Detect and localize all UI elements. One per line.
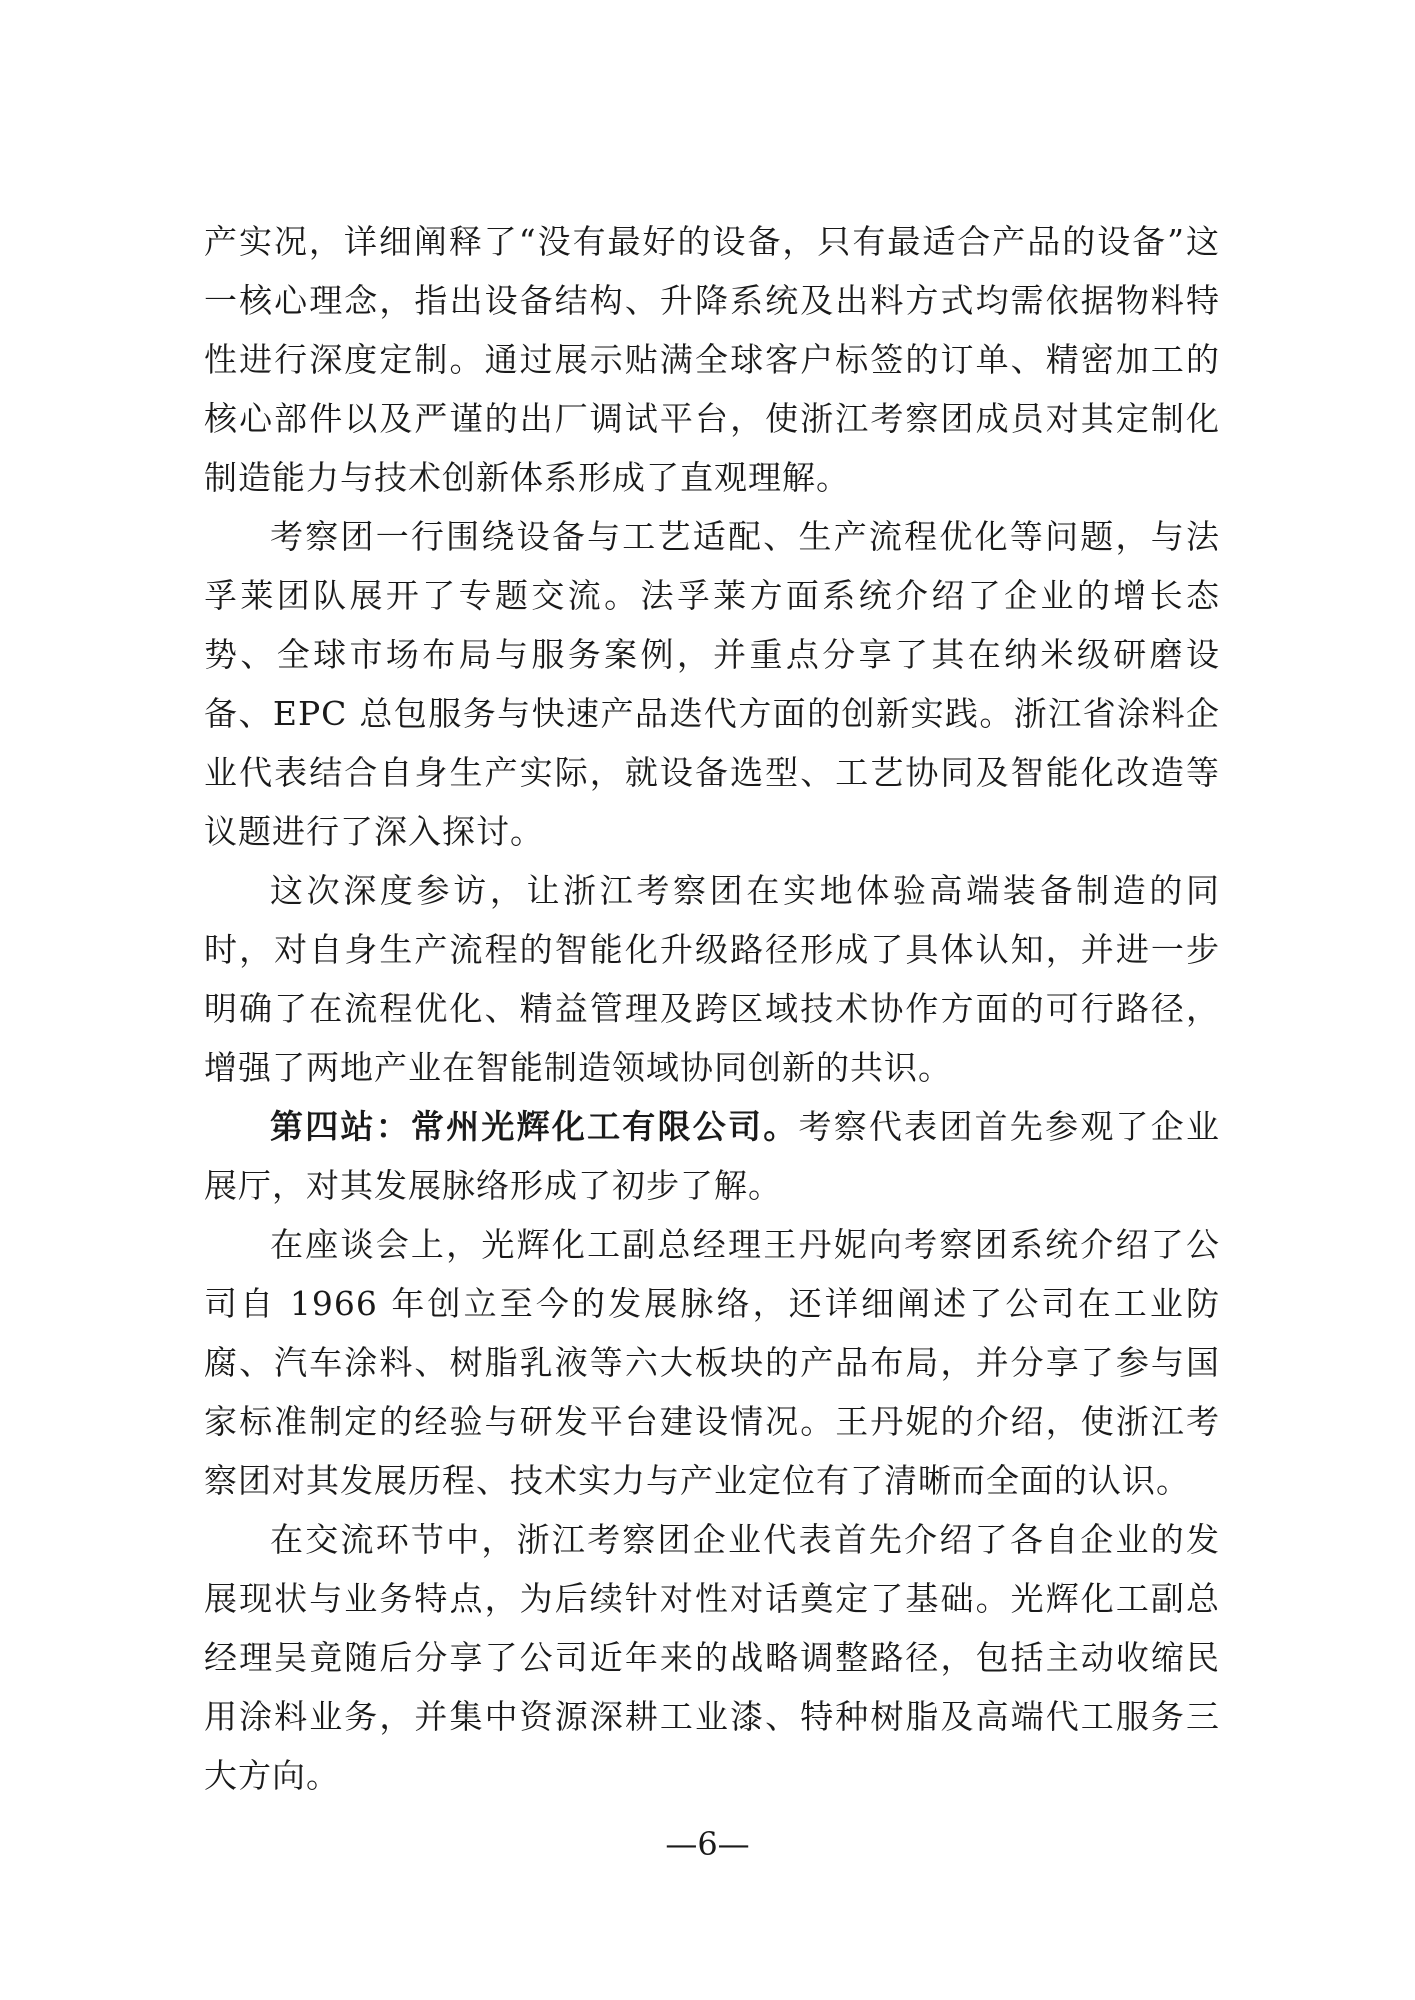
- section-heading: 第四站：常州光辉化工有限公司。: [270, 1107, 799, 1146]
- paragraph-1: [204, 212, 1220, 507]
- page-number: —6—: [665, 1825, 750, 1863]
- paragraph-text: 考察代表团首先参观了企业展厅，对其发展脉络形成了初步了解。: [204, 1107, 1221, 1205]
- body-text: [204, 212, 1220, 1805]
- paragraph-6: [204, 1510, 1220, 1805]
- paragraph-4: [204, 1097, 1220, 1215]
- paragraph-3: [204, 861, 1220, 1097]
- paragraph-text: 产实况，详细阐释了“没有最好的设备，只有最适合产品的设备”这一核心理念，指出设备结构、升降系统及出料方式均需依据物料特性进行深度定制。通过展示贴满全球客户标签的订单、精密加工的核心部件以及严谨的出厂调试平台，使浙江考察团成员对其定制化制造能力与技术创新体系形成了直观理解。: [204, 222, 1220, 497]
- paragraph-text: 考察团一行围绕设备与工艺适配、生产流程优化等问题，与法孚莱团队展开了专题交流。法孚莱方面系统介绍了企业的增长态势、全球市场布局与服务案例，并重点分享了其在纳米级研磨设备、EPC 总包服务与快速产品迭代方面的创新实践。浙江省涂料企业代表结合自身生产实际，就设备选型、工艺协同及智能化改造等议题进行了深入探讨。: [204, 517, 1220, 851]
- paragraph-2: [204, 507, 1220, 861]
- paragraph-text: 在座谈会上，光辉化工副总经理王丹妮向考察团系统介绍了公司自 1966 年创立至今的发展脉络，还详细阐述了公司在工业防腐、汽车涂料、树脂乳液等六大板块的产品布局，并分享了参与国家标准制定的经验与研发平台建设情况。王丹妮的介绍，使浙江考察团对其发展历程、技术实力与产业定位有了清晰而全面的认识。: [204, 1225, 1220, 1500]
- paragraph-5: [204, 1215, 1220, 1510]
- paragraph-text: 在交流环节中，浙江考察团企业代表首先介绍了各自企业的发展现状与业务特点，为后续针对性对话奠定了基础。光辉化工副总经理吴竟随后分享了公司近年来的战略调整路径，包括主动收缩民用涂料业务，并集中资源深耕工业漆、特种树脂及高端代工服务三大方向。: [204, 1520, 1220, 1795]
- paragraph-text: 这次深度参访，让浙江考察团在实地体验高端装备制造的同时，对自身生产流程的智能化升级路径形成了具体认知，并进一步明确了在流程优化、精益管理及跨区域技术协作方面的可行路径，增强了两地产业在智能制造领域协同创新的共识。: [204, 871, 1220, 1087]
